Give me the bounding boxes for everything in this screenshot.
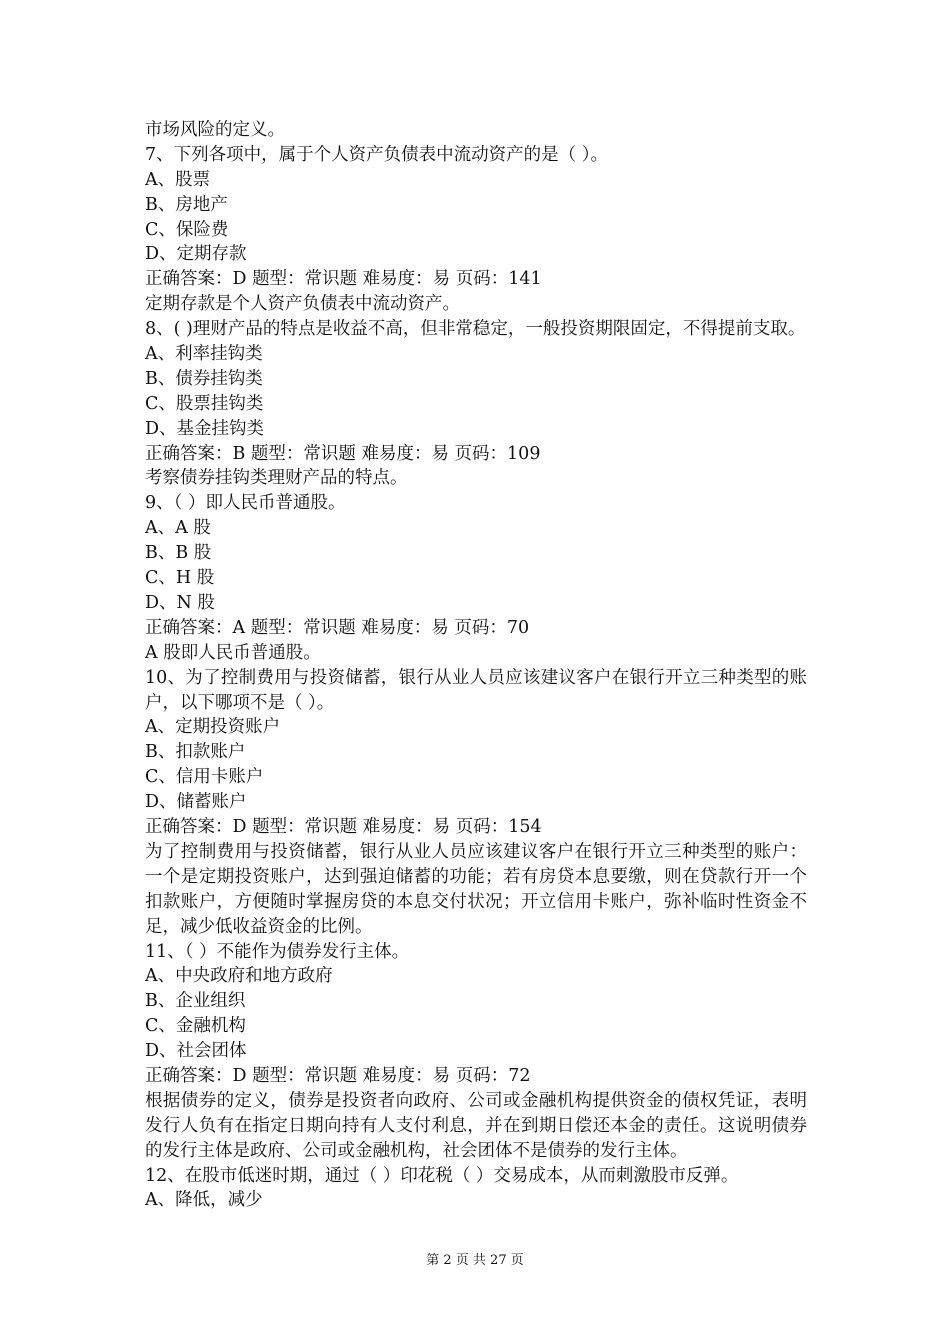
text-line: D、基金挂钩类 <box>145 418 265 439</box>
paragraph: 为了控制费用与投资储蓄，银行从业人员应该建议客户在银行开立三种类型的账户：一个是定期投资账户，达到强迫储蓄的功能；若有房贷本息要缴，则在贷款行开一个扣款账户，方便随时掌握房贷的本息交付状况；开立信用卡账户，弥补临时性资金不足，减少低收益资金的比例。 <box>145 841 807 937</box>
text-line: B、债券挂钩类 <box>145 368 263 389</box>
text-line: D、定期存款 <box>145 244 247 265</box>
text-line: 定期存款是个人资产负债表中流动资产。 <box>145 294 460 315</box>
text-line: 11、（ ）不能作为债券发行主体。 <box>145 941 410 962</box>
text-line: 12、在股市低迷时期，通过（ ）印花税（ ）交易成本，从而刺激股市反弹。 <box>145 1165 739 1186</box>
text-line: A 股即人民币普通股。 <box>145 642 321 663</box>
paragraph: 根据债券的定义，债券是投资者向政府、公司或金融机构提供资金的债权凭证，表明发行人负有在指定日期向持有人支付利息，并在到期日偿还本金的责任。这说明债券的发行主体是政府、公司或金融机构，社会团体不是债券的发行主体。 <box>145 1090 807 1161</box>
text-line: 正确答案：D 题型：常识题 难易度：易 页码：141 <box>145 269 542 290</box>
text-line: 正确答案：D 题型：常识题 难易度：易 页码：154 <box>145 816 542 837</box>
text-line: D、社会团体 <box>145 1041 247 1062</box>
page-footer: 第 2 页 共 27 页 <box>426 1253 524 1268</box>
text-line: 考察债券挂钩类理财产品的特点。 <box>145 468 408 489</box>
text-line: B、房地产 <box>145 194 228 215</box>
text-line: C、股票挂钩类 <box>145 393 264 414</box>
text-line: 9、（ ）即人民币普通股。 <box>145 493 346 514</box>
text-line: B、扣款账户 <box>145 742 246 763</box>
text-line: D、储蓄账户 <box>145 792 247 813</box>
text-line: C、信用卡账户 <box>145 767 264 788</box>
text-line: D、N 股 <box>145 592 215 613</box>
text-line: 正确答案：D 题型：常识题 难易度：易 页码：72 <box>145 1065 531 1086</box>
text-line: A、A 股 <box>145 518 211 539</box>
text-line: A、股票 <box>145 169 211 190</box>
text-line: B、企业组织 <box>145 991 246 1012</box>
paragraph: 8、( )理财产品的特点是收益不高，但非常稳定，一般投资期限固定，不得提前支取。 <box>145 319 806 340</box>
text-line: 正确答案：B 题型：常识题 难易度：易 页码：109 <box>145 443 541 464</box>
text-line: 正确答案：A 题型：常识题 难易度：易 页码：70 <box>145 617 530 638</box>
text-line: 7、下列各项中，属于个人资产负债表中流动资产的是（ ）。 <box>145 144 608 165</box>
document-body <box>145 118 807 1213</box>
text-line: B、B 股 <box>145 543 212 564</box>
text-line: C、保险费 <box>145 219 229 240</box>
text-line: C、H 股 <box>145 568 215 589</box>
text-line: A、定期投资账户 <box>145 717 281 738</box>
text-line: C、金融机构 <box>145 1016 246 1037</box>
text-line: 市场风险的定义。 <box>145 120 285 140</box>
paragraph: 10、为了控制费用与投资储蓄，银行从业人员应该建议客户在银行开立三种类型的账户，以下哪项不是（ ）。 <box>145 667 807 713</box>
text-line: A、降低，减少 <box>145 1190 263 1211</box>
text-line: A、中央政府和地方政府 <box>145 966 333 987</box>
text-line: A、利率挂钩类 <box>145 344 263 365</box>
